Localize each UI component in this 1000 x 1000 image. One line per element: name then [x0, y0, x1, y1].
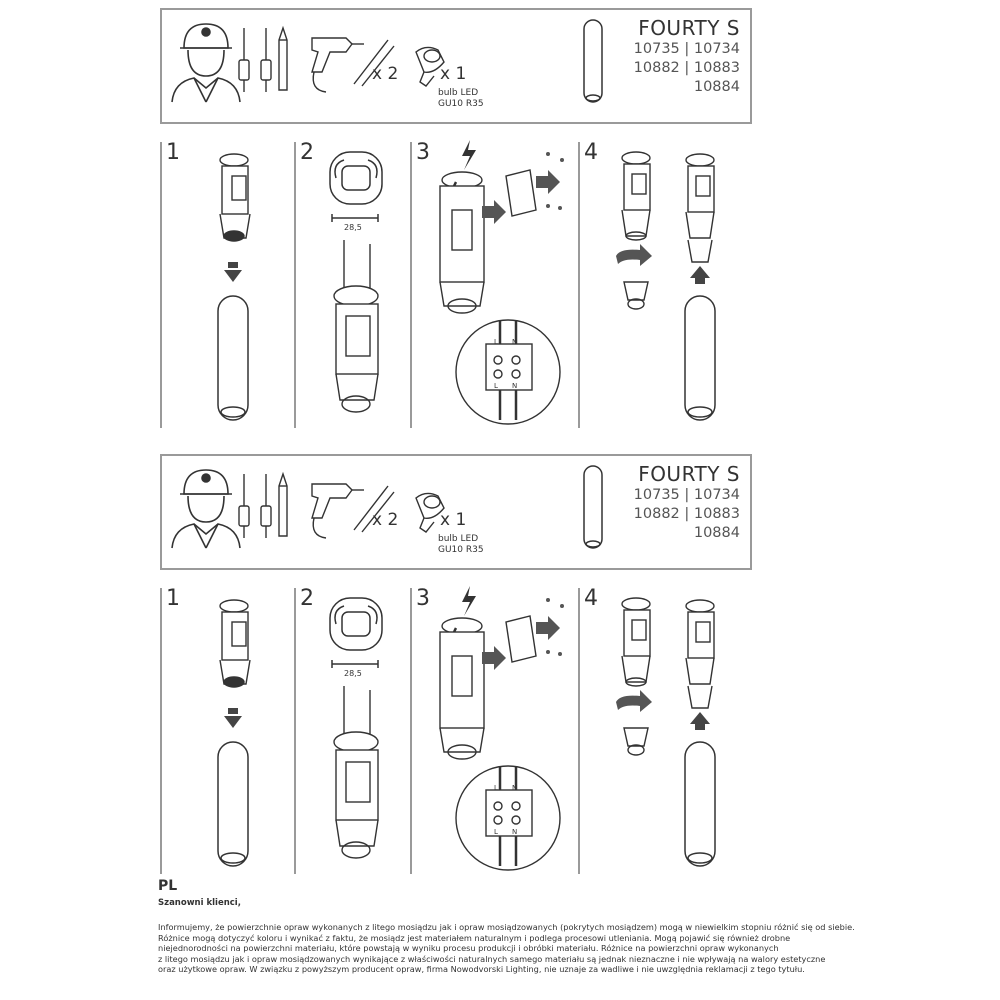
arrow-down-icon — [224, 262, 242, 282]
product-title: FOURTY S — [638, 16, 740, 40]
terminal-label-live: L — [494, 828, 498, 836]
step-number-1: 1 — [166, 140, 180, 165]
ceiling-plate-icon — [330, 598, 382, 668]
rotate-arrow-icon — [616, 244, 652, 266]
step4-bulb-icon — [624, 728, 648, 755]
rotate-arrow-icon — [616, 690, 652, 712]
step-number-2: 2 — [300, 140, 314, 165]
bulb-count: x 1 — [440, 64, 467, 84]
notice-greeting: Szanowni klienci, — [158, 898, 241, 908]
terminal-label-neutral: N — [512, 338, 518, 346]
terminal-box-icon — [506, 170, 536, 216]
product-codes: 10735 | 10734 10882 | 10883 10884 — [633, 487, 740, 541]
notice-line: niejednorodności na powierzchni materiału, które powstają w wyniku procesu produkcji i obróbki materiału. Różnice na powierzchni opraw wykonanych — [158, 943, 779, 954]
step1-tube-icon — [218, 296, 248, 420]
steps-illustration — [0, 446, 1000, 886]
step-number-1: 1 — [166, 586, 180, 611]
steps-illustration — [0, 0, 1000, 440]
terminal-label-neutral: N — [512, 784, 518, 792]
dimension-label: 28,5 — [344, 669, 362, 678]
notice-line: oraz użytkowe opraw. W związku z powyższym producent opraw, firma Nowodvorski Lighting, nie uznaje za wadliwe i nie uwzględnia reklamacji z tego tytułu. — [158, 964, 805, 975]
dowel-count: x 2 — [372, 64, 399, 84]
step4-mount-icon — [622, 598, 714, 708]
step1-tube-icon — [218, 742, 248, 866]
arrow-up-icon — [690, 712, 710, 730]
step-number-2: 2 — [300, 586, 314, 611]
step-number-3: 3 — [416, 586, 430, 611]
product-title: FOURTY S — [638, 462, 740, 486]
notice-line: Różnice mogą dotyczyć koloru i wynikać z faktu, że mosiądz jest materiałem naturalnym i podlega procesowi utleniania. Mogą pojawić się również drobne — [158, 932, 791, 943]
step1-mount-icon — [220, 154, 250, 241]
bulb-label: bulb LED GU10 R35 — [438, 534, 484, 555]
notice-line: z litego mosiądzu jak i opraw mosiądzowanych wynikające z właściwości naturalnych samego materiału są jednak nieznaczne i nie wpływają na walory estetyczne — [158, 953, 826, 964]
power-warning-icon — [462, 586, 476, 616]
terminal-label-live: L — [494, 784, 498, 792]
step-number-3: 3 — [416, 140, 430, 165]
step4-tube-icon — [685, 742, 715, 866]
notice-paragraph — [158, 922, 858, 975]
terminal-box-icon — [506, 616, 536, 662]
language-code: PL — [158, 878, 178, 894]
step4-bulb-icon — [624, 282, 648, 309]
bulb-label: bulb LED GU10 R35 — [438, 88, 484, 109]
dimension-label: 28,5 — [344, 223, 362, 232]
arrow-up-icon — [690, 266, 710, 284]
terminal-label-live: L — [494, 382, 498, 390]
instruction-block-2 — [0, 446, 1000, 886]
step-number-4: 4 — [584, 586, 598, 611]
arrow-down-icon — [224, 708, 242, 728]
step4-mount-icon — [622, 152, 714, 262]
terminal-label-neutral: N — [512, 382, 518, 390]
bulb-count: x 1 — [440, 510, 467, 530]
step2-body-icon — [334, 240, 378, 412]
step3-body-icon — [440, 618, 484, 759]
power-warning-icon — [462, 140, 476, 170]
notice-line: Informujemy, że powierzchnie opraw wykonanych z litego mosiądzu jak i opraw mosiądzowanych (pokrytych mosiądzem) mogą w niewielkim stopniu różnić się od siebie. — [158, 922, 855, 932]
step3-body-icon — [440, 172, 484, 313]
instruction-block-1 — [0, 0, 1000, 440]
ceiling-plate-icon — [330, 152, 382, 222]
terminal-label-live: L — [494, 338, 498, 346]
step4-tube-icon — [685, 296, 715, 420]
terminal-label-neutral: N — [512, 828, 518, 836]
dowel-count: x 2 — [372, 510, 399, 530]
step1-mount-icon — [220, 600, 250, 687]
step-number-4: 4 — [584, 140, 598, 165]
step2-body-icon — [334, 686, 378, 858]
notice-section — [158, 878, 858, 975]
wiring-detail-icon — [456, 320, 560, 424]
wiring-detail-icon — [456, 766, 560, 870]
product-codes: 10735 | 10734 10882 | 10883 10884 — [633, 41, 740, 95]
